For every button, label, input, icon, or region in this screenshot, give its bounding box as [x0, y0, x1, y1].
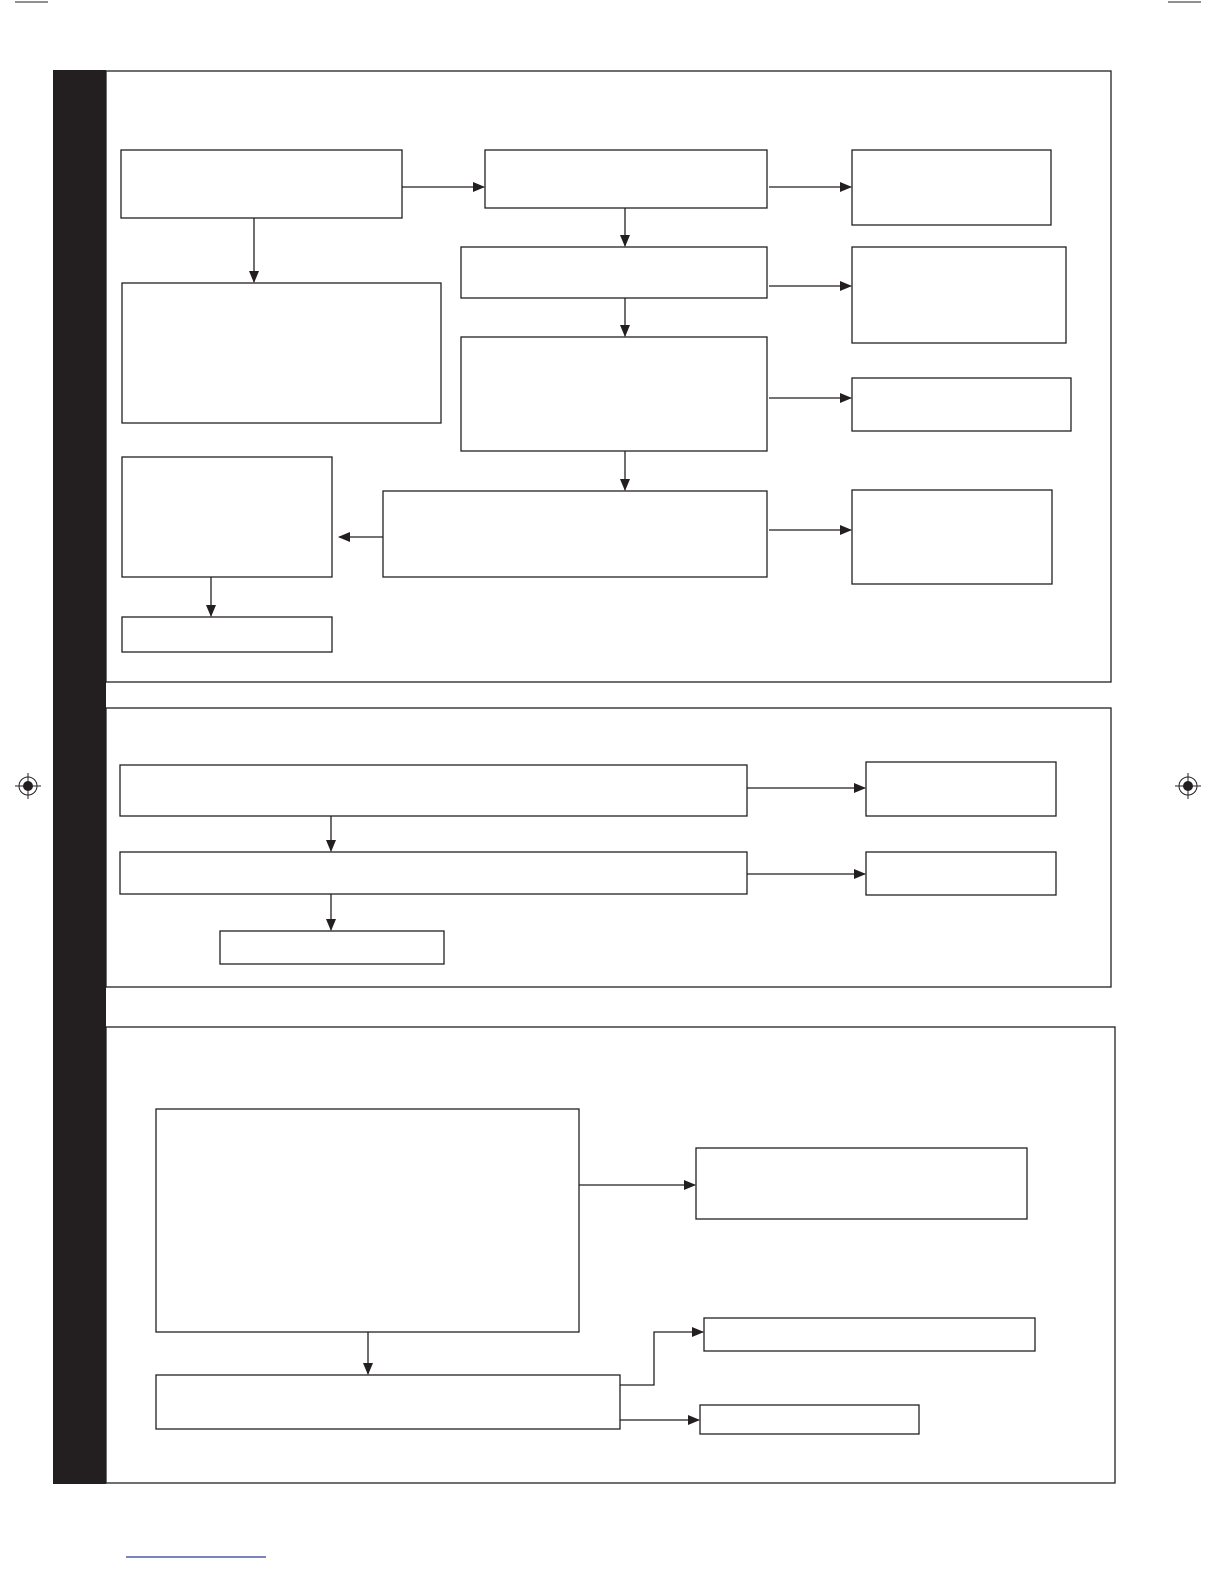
flow-box — [696, 1148, 1027, 1219]
flow-box — [852, 247, 1066, 343]
flow-box — [121, 150, 402, 218]
registration-mark-icon — [15, 773, 41, 799]
connector-arrow — [620, 1332, 703, 1385]
flow-box — [461, 337, 767, 451]
section-frame — [106, 708, 1111, 987]
section-bottom — [106, 1027, 1115, 1483]
section-bottom-connectors — [368, 1185, 703, 1420]
flow-box — [852, 378, 1071, 431]
flow-box — [156, 1375, 620, 1429]
flow-box — [122, 457, 332, 577]
flow-box — [866, 762, 1056, 816]
flow-box — [852, 150, 1051, 225]
flow-box — [120, 852, 747, 894]
flow-box — [852, 490, 1052, 584]
section-middle-connectors — [331, 788, 865, 930]
flow-box — [156, 1109, 579, 1332]
flow-box — [866, 852, 1056, 895]
section-top-connectors — [211, 187, 851, 616]
section-middle — [106, 708, 1111, 987]
flow-box — [220, 931, 444, 964]
flow-box — [485, 150, 767, 208]
flow-box — [700, 1405, 919, 1434]
flow-box — [461, 247, 767, 298]
flow-box — [122, 283, 441, 423]
registration-mark-icon — [1175, 773, 1201, 799]
flow-box — [120, 765, 747, 816]
flow-box — [122, 617, 332, 652]
section-top — [106, 71, 1111, 682]
flow-box — [383, 491, 767, 577]
flow-box — [704, 1318, 1035, 1351]
section-frame — [106, 71, 1111, 682]
section-frame — [106, 1027, 1115, 1483]
side-bar — [53, 70, 106, 1484]
